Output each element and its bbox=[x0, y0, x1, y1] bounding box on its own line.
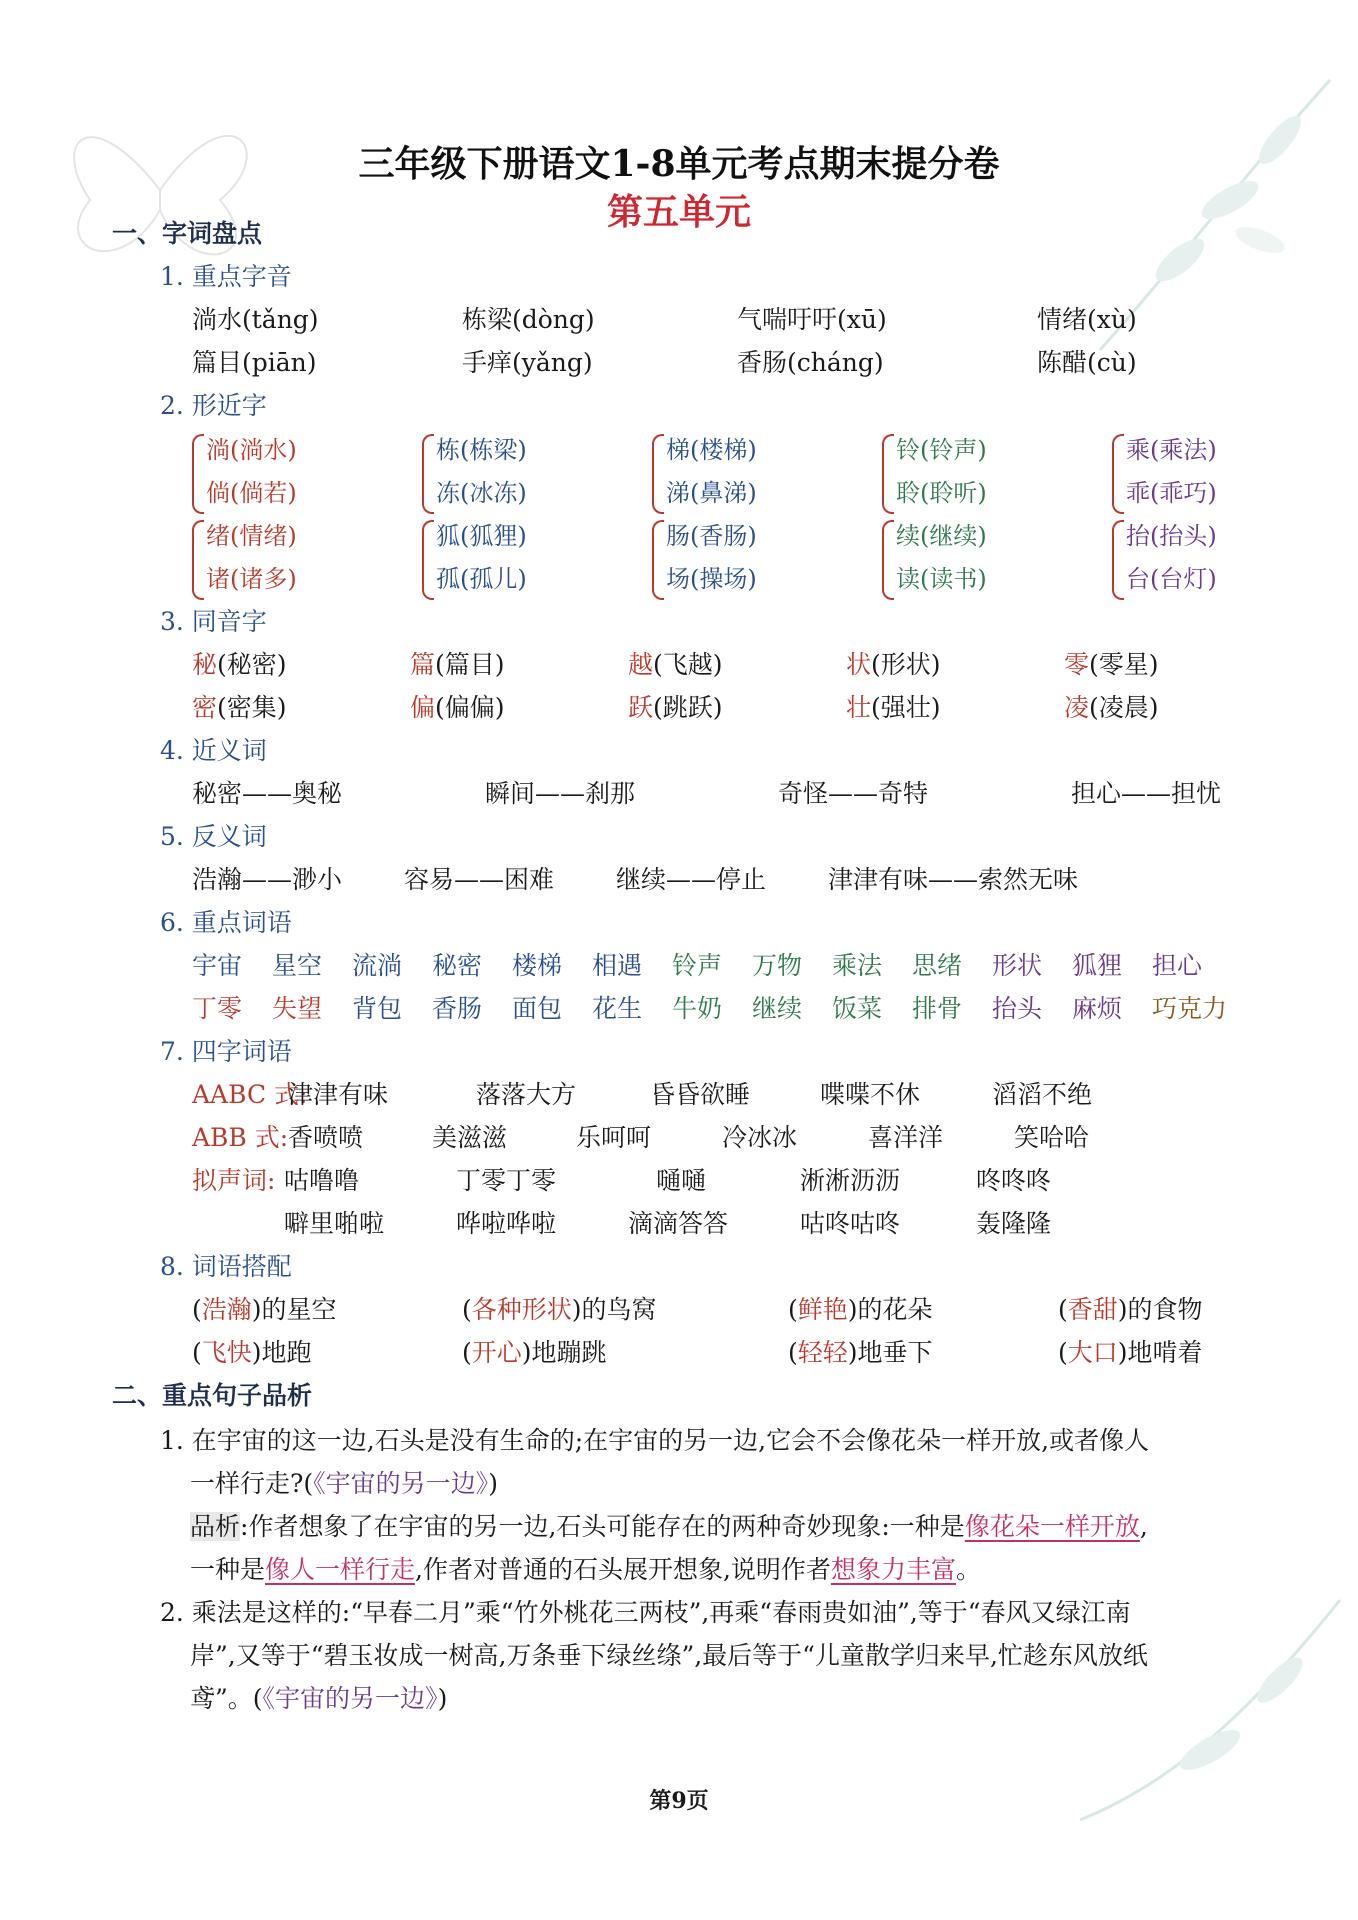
pronunciation-item: 手痒(yǎng) bbox=[462, 348, 593, 377]
keyword: 花生 bbox=[592, 994, 643, 1023]
homophone-char: 跃 bbox=[628, 693, 654, 722]
highlight-answer: 像花朵一样开放 bbox=[964, 1512, 1140, 1541]
onomatopoeia-row: 噼里啪啦 哗啦哗啦 滴滴答答 咕咚咕咚 轰隆隆 bbox=[284, 1209, 1052, 1238]
pronunciation-item: 陈醋(cù) bbox=[1037, 348, 1137, 377]
collocation-row: (飞快)地跑 (开心)地蹦跳 (轻轻)地垂下 (大口)地啃着 bbox=[192, 1338, 1203, 1367]
pronunciation-item: 香肠(cháng) bbox=[737, 348, 884, 377]
pronunciation-item: 篇目(piān) bbox=[192, 348, 317, 377]
antonym-row bbox=[192, 860, 1292, 900]
subheading-homophones: 3. 同音字 bbox=[160, 607, 267, 636]
homophone-char: 篇 bbox=[410, 650, 436, 679]
subheading-four-character-words: 7. 四字词语 bbox=[160, 1037, 292, 1066]
aabc-row: AABC 式: 津津有味 落落大方 昏昏欲睡 喋喋不休 滔滔不绝 bbox=[192, 1075, 1292, 1115]
pronunciation-item: 淌水(tǎng) bbox=[192, 305, 319, 334]
homophone-char: 越 bbox=[628, 650, 654, 679]
homophone-char: 零 bbox=[1064, 650, 1090, 679]
keyword: 思绪 bbox=[912, 951, 963, 980]
subheading-synonyms: 4. 近义词 bbox=[160, 736, 267, 765]
keyword: 秘密 bbox=[432, 951, 483, 980]
section-heading: 一、字词盘点 bbox=[112, 219, 263, 248]
source-title: 《宇宙的另一边》 bbox=[262, 1684, 438, 1713]
onomatopoeia-label: 拟声词: bbox=[192, 1166, 276, 1195]
source-title: 《宇宙的另一边》 bbox=[313, 1469, 489, 1498]
keyword: 麻烦 bbox=[1072, 994, 1123, 1023]
collocation-answer: 开心 bbox=[471, 1338, 522, 1367]
keyword: 背包 bbox=[352, 994, 403, 1023]
pronunciation-row bbox=[192, 300, 1192, 340]
section-heading: 二、重点句子品析 bbox=[112, 1381, 313, 1410]
antonym-pair: 继续——停止 bbox=[616, 865, 767, 894]
keyword: 巧克力 bbox=[1152, 994, 1228, 1023]
sentence-question-2: 2. 乘法是这样的:“早春二月”乘“竹外桃花三两枝”,再乘“春雨贵如油”,等于“春风又绿江南 岸”,又等于“碧玉妆成一树高,万条垂下绿丝绦”,最后等于“儿童散学归来早,忙趁东风放纸 鸢”。(《宇宙的另一边》) bbox=[160, 1598, 1148, 1713]
keyword: 担心 bbox=[1152, 951, 1203, 980]
analysis-label: 品析 bbox=[190, 1512, 241, 1541]
synonym-pair: 瞬间——刹那 bbox=[485, 779, 636, 808]
keyword: 乘法 bbox=[832, 951, 883, 980]
keyword: 排骨 bbox=[912, 994, 963, 1023]
subheading-antonyms: 5. 反义词 bbox=[160, 822, 267, 851]
keyword: 流淌 bbox=[352, 951, 403, 980]
collocation-answer: 香甜 bbox=[1067, 1295, 1118, 1324]
keyword: 失望 bbox=[272, 994, 323, 1023]
homophone-char: 秘 bbox=[192, 650, 218, 679]
keyword: 星空 bbox=[272, 951, 323, 980]
keyword: 万物 bbox=[752, 951, 803, 980]
homophone-row: 密(密集) 偏(偏偏) 跃(跳跃) 壮(强壮) 凌(凌晨) bbox=[192, 693, 1159, 722]
keyword: 狐狸 bbox=[1072, 951, 1123, 980]
antonym-pair: 浩瀚——渺小 bbox=[192, 865, 343, 894]
keyword: 铃声 bbox=[672, 951, 723, 980]
subheading-pronunciation: 1. 重点字音 bbox=[160, 262, 292, 291]
homophone-char: 壮 bbox=[846, 693, 872, 722]
keyword: 牛奶 bbox=[672, 994, 723, 1023]
keyword: 饭菜 bbox=[832, 994, 883, 1023]
subheading-collocations: 8. 词语搭配 bbox=[160, 1252, 292, 1281]
abb-label: ABB 式: bbox=[192, 1123, 289, 1152]
homophone-char: 密 bbox=[192, 693, 218, 722]
subheading-key-words: 6. 重点词语 bbox=[160, 908, 292, 937]
abb-row: ABB 式: 香喷喷 美滋滋 乐呵呵 冷冰冰 喜洋洋 笑哈哈 bbox=[192, 1118, 1292, 1158]
sentence-question-1: 1. 在宇宙的这一边,石头是没有生命的;在宇宙的另一边,它会不会像花朵一样开放,或者像人 一样行走?(《宇宙的另一边》) 品析:作者想象了在宇宙的另一边,石头可能存在的两种奇妙现象:一种是像花朵一样开放, 一种是像人一样行走,作者对普通的石头展开想象,说明作者想象力丰富。 bbox=[160, 1426, 1150, 1584]
collocation-row: (浩瀚)的星空 (各种形状)的鸟窝 (鲜艳)的花朵 (香甜)的食物 bbox=[192, 1295, 1203, 1324]
homophone-char: 偏 bbox=[410, 693, 436, 722]
antonym-pair: 容易——困难 bbox=[404, 865, 555, 894]
synonym-pair: 秘密——奥秘 bbox=[192, 779, 343, 808]
homophone-row: 秘(秘密) 篇(篇目) 越(飞越) 状(形状) 零(零星) bbox=[192, 650, 1159, 679]
synonym-pair: 担心——担忧 bbox=[1071, 779, 1222, 808]
keyword: 丁零 bbox=[192, 994, 243, 1023]
collocation-answer: 浩瀚 bbox=[201, 1295, 252, 1324]
synonym-row bbox=[192, 774, 1292, 814]
pronunciation-row bbox=[192, 343, 1192, 383]
pronunciation-item: 气喘吁吁(xū) bbox=[737, 305, 887, 334]
keyword: 继续 bbox=[752, 994, 803, 1023]
onomatopoeia-row: 拟声词: 咕噜噜 丁零丁零 嗵嗵 淅淅沥沥 咚咚咚 bbox=[192, 1161, 1292, 1201]
keyword: 面包 bbox=[512, 994, 563, 1023]
keyword: 抬头 bbox=[992, 994, 1043, 1023]
aabc-label: AABC 式: bbox=[192, 1080, 308, 1109]
keyword-row bbox=[192, 946, 1292, 986]
synonym-pair: 奇怪——奇特 bbox=[778, 779, 929, 808]
collocation-answer: 鲜艳 bbox=[797, 1295, 848, 1324]
keyword: 宇宙 bbox=[192, 951, 243, 980]
pronunciation-item: 栋梁(dòng) bbox=[462, 305, 595, 334]
subheading-similar-characters: 2. 形近字 bbox=[160, 391, 267, 420]
page-number: 第9页 bbox=[649, 1788, 709, 1814]
keyword-row bbox=[192, 989, 1292, 1029]
unit-subtitle: 第五单元 bbox=[606, 191, 751, 233]
homophone-char: 状 bbox=[846, 650, 872, 679]
keyword: 形状 bbox=[992, 951, 1043, 980]
collocation-answer: 轻轻 bbox=[797, 1338, 848, 1367]
collocation-answer: 飞快 bbox=[201, 1338, 252, 1367]
pronunciation-item: 情绪(xù) bbox=[1037, 305, 1137, 334]
collocation-answer: 各种形状 bbox=[471, 1295, 572, 1324]
highlight-answer: 像人一样行走 bbox=[265, 1555, 416, 1584]
page-title: 三年级下册语文1-8单元考点期末提分卷 bbox=[358, 143, 1000, 185]
keyword: 相遇 bbox=[592, 951, 643, 980]
worksheet-page: 三年级下册语文1-8单元考点期末提分卷 第五单元 一、字词盘点 1. 重点字音 淌水(tǎng) 栋梁(dòng) 气喘吁吁(xū) 情绪(xù) 篇目(piān) 手痒(yǎng) 香肠(cháng) 陈醋(cù) 2. 形近字 淌(淌水) 倘(倘若) 栋(栋梁) 冻(冰冻) 梯(楼梯) 涕(鼻涕) 铃(铃声) 聆(聆听) 乘(乘法) 乖(乖巧) 绪(情绪) 诸(诸多) 狐(狐狸) 孤(孤儿) 肠(香肠) 场(操场) 续(继续) 读(读书) 抬(抬头) 台(台灯) 3. 同音字 秘(秘密) 篇(篇目) 越(飞越) 状(形状) 零(零星) 密(密集) 偏(偏偏) 跃(跳跃) 壮(强壮) 凌(凌晨) 4. 近义词 秘密——奥秘 瞬间——刹那 奇怪——奇特 担心——担忧 5. 反义词 浩瀚——渺小 容易——困难 继续——停止 津津有味——索然无味 6. 重点词语 宇宙 星空 流淌 秘密 楼梯 相遇 铃声 万物 乘法 思绪 形状 狐狸 担心 丁零 失望 背包 香肠 面包 花生 牛奶 继续 饭菜 排骨 抬头 麻烦 巧克力 7. 四字词语 AABC 式: 津津有味 落落大方 昏昏欲睡 喋喋不休 滔滔不绝 ABB 式: 香喷喷 美滋滋 乐呵呵 冷冰冰 喜洋洋 笑哈哈 拟声词: 咕噜噜 丁零丁零 嗵嗵 淅淅沥沥 咚咚咚 噼里啪啦 哗啦哗啦 滴滴答答 咕咚咕咚 轰隆隆 8. 词语搭配 (浩瀚)的星空 (各种形状)的鸟窝 (鲜艳)的花朵 (香甜)的食物 (飞快)地跑 (开心)地蹦跳 (轻轻)地垂下 (大口)地啃着 二、重点句子品析 1. 在宇宙的这一边,石头是没有生命的;在宇宙的另一边,它会不会像花朵一样开放,或者像人 一样行走?(《宇宙的另一边》) 品析:作者想象了在宇宙的另一边,石头可能存在的两种奇妙现象:一种是像花朵一样开放, 一种是像人一样行走,作者对普通的石头展开想象,说明作者想象力丰富。 2. 乘法是这样的:“早春二月”乘“竹外桃花三两枝”,再乘“春雨贵如油”,等于“春风又绿江南 岸”,又等于“碧玉妆成一树高,万条垂下绿丝绦”,最后等于“儿童散学归来早,忙趁东风放纸 鸢”。(《宇宙的另一边》) 第9页 bbox=[0, 0, 1358, 1920]
keyword: 香肠 bbox=[432, 994, 483, 1023]
keyword: 楼梯 bbox=[512, 951, 563, 980]
antonym-pair: 津津有味——索然无味 bbox=[828, 865, 1079, 894]
highlight-answer: 想象力丰富 bbox=[830, 1555, 956, 1584]
homophone-char: 凌 bbox=[1064, 693, 1090, 722]
collocation-answer: 大口 bbox=[1067, 1338, 1118, 1367]
